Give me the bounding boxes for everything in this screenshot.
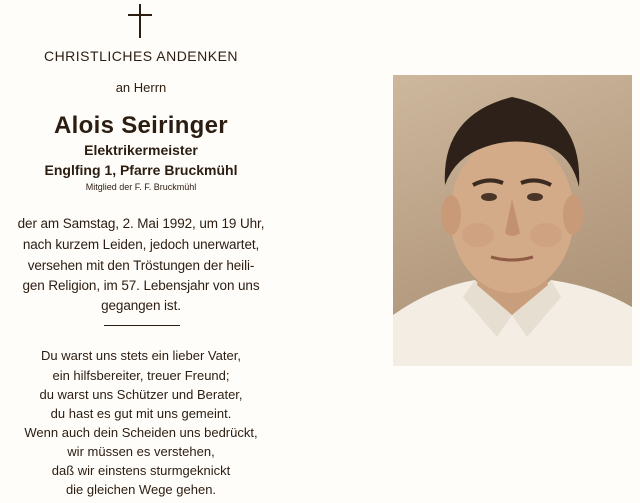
poem-line: Wenn auch dein Scheiden uns bedrückt, xyxy=(24,425,258,440)
salutation: an Herrn xyxy=(115,80,167,95)
poem-line: du hast es gut mit uns gemeint. xyxy=(50,406,232,421)
poem-line: die gleichen Wege gehen. xyxy=(65,482,217,497)
address: Englfing 1, Pfarre Bruckmühl xyxy=(44,162,238,178)
divider xyxy=(104,325,180,326)
text-column xyxy=(0,0,282,503)
profession: Elektrikermeister xyxy=(84,142,198,158)
poem-line: wir müssen es verstehen, xyxy=(67,444,215,459)
body-line: versehen mit den Tröstungen der heili- xyxy=(27,258,255,273)
cross-icon xyxy=(128,4,152,38)
poem-line: Du warst uns stets ein lieber Vater, xyxy=(41,348,241,363)
membership: Mitglied der F. F. Bruckmühl xyxy=(85,182,197,192)
poem-line: du warst uns Schützer und Berater, xyxy=(39,387,243,402)
poem-line: daß wir einstens sturmgeknickt xyxy=(51,463,231,478)
portrait-photo xyxy=(393,75,632,366)
body-line: gegangen ist. xyxy=(101,298,181,313)
poem-line: ein hilfsbereiter, treuer Freund; xyxy=(52,368,230,383)
portrait-illustration xyxy=(393,75,632,366)
deceased-name: Alois Seiringer xyxy=(54,112,228,139)
body-line: gen Religion, im 57. Lebensjahr von uns xyxy=(22,278,260,293)
card-heading: CHRISTLICHES ANDENKEN xyxy=(43,48,239,64)
body-line: nach kurzem Leiden, jedoch unerwartet, xyxy=(22,237,260,252)
body-line: der am Samstag, 2. Mai 1992, um 19 Uhr, xyxy=(17,216,265,231)
